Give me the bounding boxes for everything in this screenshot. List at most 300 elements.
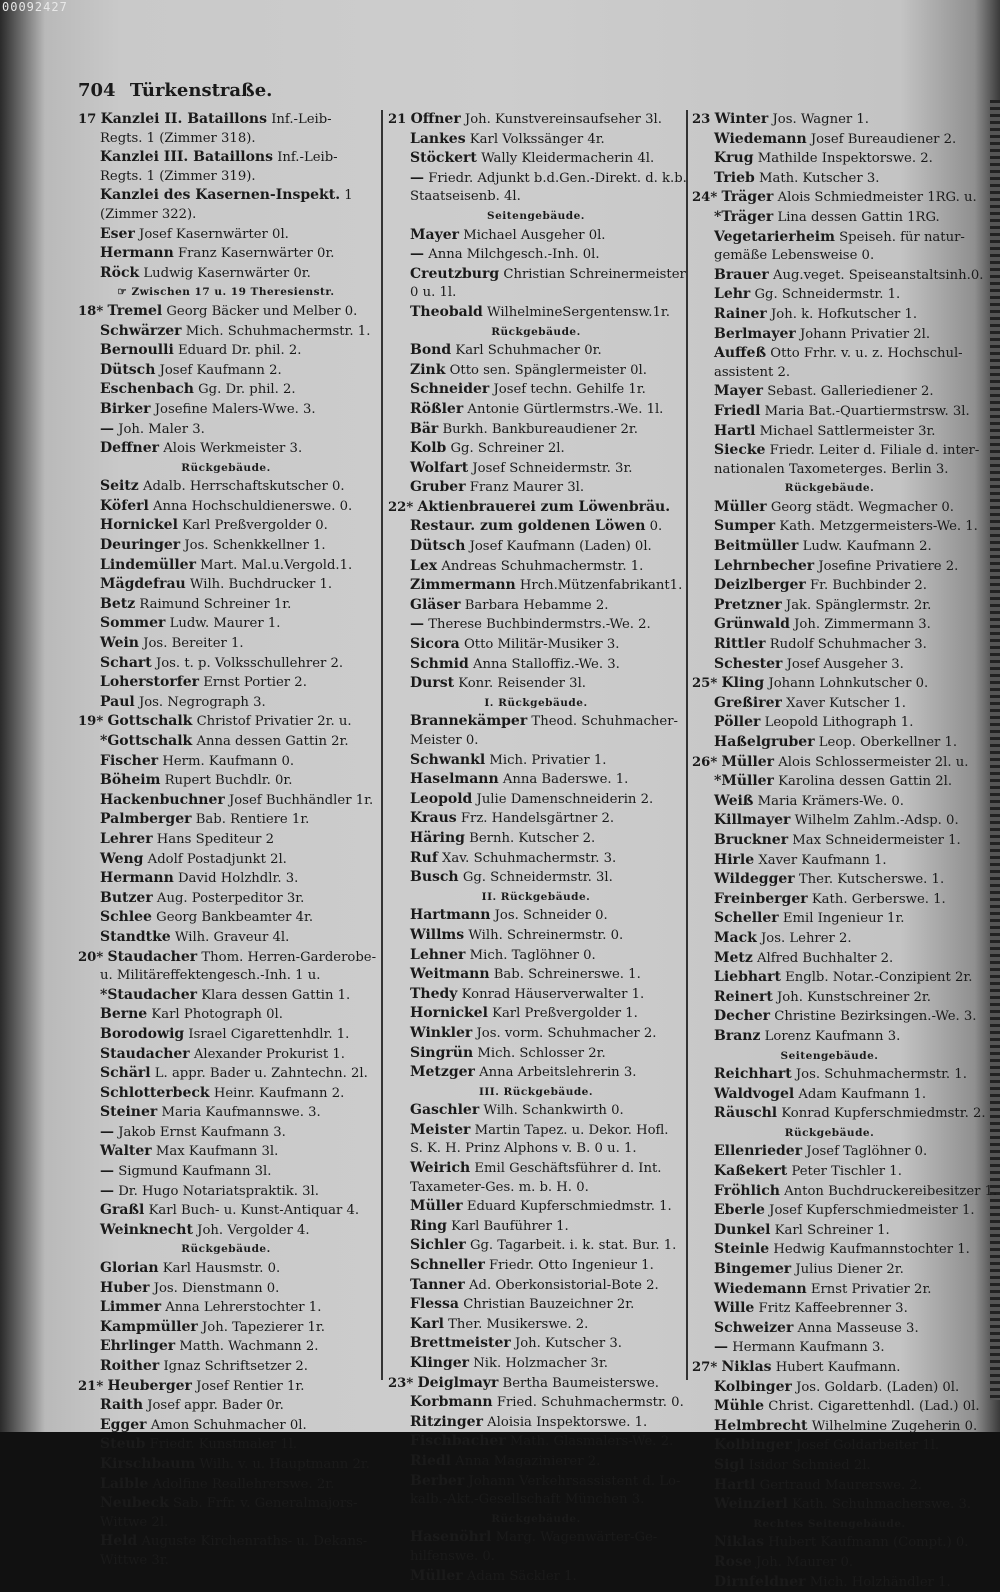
house-number: 22* — [388, 499, 414, 515]
directory-entry — [388, 517, 684, 537]
entry-details: Kath. Schuhmacherswe. 3. — [792, 1497, 972, 1513]
directory-entry — [388, 809, 684, 829]
house-number: 27* — [692, 1360, 718, 1375]
entry-details: Marg. Wagenwärter-Ge- — [495, 1530, 658, 1546]
directory-entry — [78, 712, 374, 732]
entry-details: Kath. Gerberswe. 1. — [811, 891, 946, 907]
entry-details: Ignaz Schriftsetzer 2. — [163, 1359, 308, 1374]
entry-details: Martin Tapez. u. Dekor. Hofl. — [474, 1122, 669, 1138]
entry-name: Metzger — [410, 1064, 475, 1081]
entry-name: Branz — [714, 1027, 761, 1044]
entry-name: Hirle — [714, 851, 755, 868]
directory-entry — [78, 148, 374, 168]
directory-entry — [78, 110, 374, 130]
entry-name: Korbmann — [410, 1394, 493, 1411]
entry-name: Huber — [100, 1279, 150, 1296]
entry-details: Alois Werkmeister 3. — [163, 441, 303, 457]
entry-details: Josef Buchhändler 1r. — [228, 792, 374, 808]
entry-details: Wilh. Schankwirth 0. — [483, 1103, 624, 1119]
entry-details: Hubert Kaufmann (Compt.) 0. — [768, 1535, 969, 1551]
directory-entry — [78, 1123, 374, 1143]
section-heading: Rückgebäude. — [181, 1243, 271, 1256]
directory-entry — [78, 400, 374, 420]
entry-name: Berlmayer — [714, 325, 796, 342]
house-number: 25* — [692, 676, 718, 692]
entry-name: Steiner — [100, 1104, 158, 1121]
entry-details: Ther. Musikerswe. 2. — [448, 1316, 589, 1332]
directory-entry — [692, 909, 967, 929]
entry-details: Frz. Handelsgärtner 2. — [460, 811, 615, 827]
house-number: 17 — [78, 112, 97, 127]
directory-entry — [692, 655, 967, 675]
directory-entry — [388, 985, 684, 1005]
entry-details: Adam Kaufmann 1. — [798, 1086, 927, 1102]
entry-name: Rainer — [714, 305, 767, 322]
entry-name: — — [100, 1123, 114, 1140]
entry-name: Sigl — [714, 1456, 745, 1473]
entry-details: Hubert Kaufmann. — [775, 1360, 901, 1375]
directory-entry — [78, 1259, 374, 1279]
directory-entry — [78, 380, 374, 400]
entry-details: Josefine Privatiere 2. — [818, 558, 959, 574]
entry-name: Lehrnbecher — [714, 557, 815, 574]
section-heading: Rückgebäude. — [784, 1126, 875, 1139]
directory-entry — [692, 169, 967, 189]
entry-name: Singrün — [410, 1044, 474, 1061]
directory-entry — [78, 830, 374, 850]
entry-continuation: assistent 2. — [714, 364, 791, 380]
directory-entry — [78, 928, 374, 948]
directory-entry — [388, 1452, 684, 1472]
entry-details: Sebast. Galleriediener 2. — [767, 384, 934, 400]
entry-details: Emil Ingenieur 1r. — [782, 911, 905, 927]
directory-entry — [78, 322, 374, 342]
entry-name: Hartl — [714, 1476, 756, 1493]
directory-entry — [692, 674, 967, 694]
entry-details: Nik. Holzmacher 3r. — [473, 1356, 608, 1371]
entry-name: Auffeß — [714, 345, 767, 362]
entry-name: Kirschbaum — [100, 1455, 196, 1472]
directory-entry — [78, 1162, 374, 1182]
directory-entry — [388, 712, 684, 732]
entry-name: Hackenbuchner — [100, 791, 225, 808]
directory-entry — [692, 422, 967, 442]
entry-details: Karl Photograph 0l. — [151, 1007, 283, 1023]
book-edge — [990, 100, 1000, 1400]
entry-details: Adalb. Herrschaftskutscher 0. — [142, 479, 345, 495]
directory-entry — [388, 674, 684, 694]
directory-entry — [388, 245, 684, 265]
entry-name: Freinberger — [714, 890, 808, 907]
entry-details: Aug. Posterpeditor 3r. — [156, 890, 305, 906]
entry-name: — — [100, 1163, 114, 1180]
directory-entry — [692, 1162, 967, 1182]
entry-details: Joh. Tapezierer 1r. — [201, 1319, 325, 1335]
entry-details: Anna Stalloffiz.-We. 3. — [472, 656, 620, 672]
entry-details: Julie Damenschneiderin 2. — [476, 791, 654, 807]
entry-details: Mich. Holzhändler 1. — [809, 1574, 951, 1590]
directory-entry — [388, 420, 684, 440]
directory-entry — [388, 1159, 684, 1179]
directory-entry — [78, 732, 374, 752]
entry-details: Andreas Schuhmachermstr. 1. — [441, 558, 644, 574]
entry-name: Fröhlich — [714, 1182, 780, 1199]
directory-entry — [692, 1378, 967, 1398]
entry-details: Gg. Schneidermstr. 1. — [754, 287, 901, 303]
entry-name: Winkler — [410, 1024, 473, 1041]
entry-details: Anna Milchgesch.-Inh. 0l. — [428, 247, 600, 263]
directory-entry — [692, 382, 967, 402]
directory-entry — [78, 1142, 374, 1162]
entry-name: Trieb — [714, 169, 755, 186]
entry-details: Gg. Schreiner 2l. — [450, 441, 565, 457]
entry-name: Klinger — [410, 1355, 470, 1371]
entry-details: Joh. Maler 3. — [118, 421, 205, 437]
entry-name: Sumper — [714, 518, 776, 535]
entry-name: — — [714, 1339, 728, 1356]
directory-entry — [388, 1024, 684, 1044]
entry-name: *Staudacher — [100, 986, 197, 1003]
section-heading: Rückgebäude. — [784, 482, 875, 495]
entry-name: Weitmann — [410, 966, 490, 983]
entry-continuation: Wittwe 3r. — [100, 1552, 169, 1568]
entry-name: Borodowig — [100, 1025, 185, 1042]
directory-entry — [692, 1027, 967, 1047]
entry-name: Creutzburg — [410, 265, 500, 282]
entry-name: Häring — [410, 829, 465, 846]
entry-details: Anna Hochschuldienerswe. 0. — [153, 498, 353, 514]
directory-entry — [388, 946, 684, 966]
entry-details: Friedr. Otto Ingenieur 1. — [489, 1258, 654, 1274]
entry-name: Liebhart — [714, 969, 781, 986]
entry-name: Grünwald — [714, 616, 790, 633]
house-number: 19* — [78, 714, 104, 730]
entry-name: Haselmann — [410, 771, 499, 788]
entry-name: Bingemer — [714, 1261, 792, 1278]
entry-name: Hasenöhrl — [410, 1529, 492, 1546]
entry-name: Vegetarierheim — [714, 228, 835, 245]
entry-name: Limmer — [100, 1299, 162, 1316]
entry-name: Metz — [714, 949, 753, 966]
entry-details: Maria Krämers-We. 0. — [757, 793, 904, 809]
directory-entry — [692, 1201, 975, 1221]
directory-entry — [388, 400, 684, 420]
entry-name: Betz — [100, 595, 136, 612]
directory-entry — [388, 265, 684, 285]
entry-details: Kath. Metzgermeisters-We. 1. — [779, 519, 978, 535]
entry-name: Hermann — [100, 245, 174, 262]
entry-details: Inf.-Leib- — [277, 150, 338, 166]
house-number: 23* — [388, 1375, 414, 1391]
directory-entry — [692, 1142, 967, 1162]
entry-details: Josef Kaufmann (Laden) 0l. — [469, 539, 652, 555]
entry-details: Ernst Privatier 2r. — [810, 1281, 932, 1297]
entry-details: Mich. Taglöhner 0. — [469, 947, 596, 963]
directory-entry — [388, 1236, 684, 1256]
entry-name: Laible — [100, 1475, 149, 1492]
entry-name: Kling — [721, 675, 765, 692]
entry-details: Math. Glasmalers-We. 2. — [509, 1434, 674, 1450]
directory-entry — [78, 556, 374, 576]
directory-entry — [388, 1044, 684, 1064]
directory-entry — [78, 516, 374, 536]
entry-details: Joh. Vergolder 4. — [197, 1222, 310, 1238]
entry-name: Mühle — [714, 1398, 765, 1415]
directory-entry — [78, 439, 374, 459]
directory-entry — [388, 829, 684, 849]
directory-entry — [692, 149, 967, 169]
entry-details: Otto sen. Spänglermeister 0l. — [449, 362, 647, 378]
directory-entry — [78, 186, 374, 206]
entry-name: Busch — [410, 869, 459, 886]
directory-entry — [388, 1063, 684, 1083]
entry-name: Roither — [100, 1358, 160, 1374]
entry-details: Friedr. Kunstmaler 1l. — [149, 1437, 298, 1453]
entry-details: Eduard Kupferschmiedmstr. 1. — [466, 1199, 672, 1215]
section-heading: I. Rückgebäude. — [484, 696, 588, 709]
directory-entry — [692, 188, 977, 208]
entry-details: Joh. k. Hofkutscher 1. — [771, 306, 918, 322]
directory-entry — [78, 420, 374, 440]
directory-entry — [388, 635, 684, 655]
entry-details: Anna Baderswe. 1. — [502, 772, 629, 788]
entry-name: — — [410, 616, 424, 633]
directory-entry — [692, 733, 967, 753]
entry-name: Loherstorfer — [100, 674, 200, 691]
directory-entry — [388, 1197, 684, 1217]
entry-name: Stöckert — [410, 150, 477, 167]
entry-details: Mich. Privatier 1. — [489, 752, 607, 768]
entry-name: Kolb — [410, 440, 447, 457]
entry-details: Mich. Schlosser 2r. — [477, 1045, 606, 1061]
entry-name: Ruf — [410, 849, 438, 866]
entry-name: Wiedemann — [714, 130, 807, 147]
entry-name: Rößler — [410, 400, 464, 417]
directory-entry — [388, 478, 684, 498]
entry-name: Müller — [721, 753, 775, 770]
directory-entry — [388, 1528, 684, 1548]
directory-entry — [78, 810, 374, 830]
entry-details: Michael Ausgeher 0l. — [463, 227, 606, 243]
entry-name: Scheller — [714, 910, 779, 927]
directory-entry — [692, 1573, 967, 1592]
entry-details: Gg. Dr. phil. 2. — [198, 382, 296, 398]
entry-name: Dunkel — [714, 1221, 771, 1238]
directory-entry — [692, 110, 967, 130]
entry-details: Alfred Buchhalter 2. — [757, 950, 894, 966]
directory-entry — [78, 341, 374, 361]
directory-entry — [78, 986, 374, 1006]
entry-name: Kanzlei III. Bataillons — [100, 149, 273, 166]
entry-details: David Holzhdlr. 3. — [177, 871, 299, 887]
directory-entry — [78, 1005, 374, 1025]
entry-continuation: 0 u. 1l. — [410, 285, 457, 301]
directory-entry — [388, 498, 684, 518]
directory-entry — [78, 1377, 374, 1397]
directory-entry — [692, 1476, 967, 1496]
directory-entry — [78, 791, 374, 811]
house-number: 21 — [388, 112, 407, 127]
directory-entry — [78, 264, 374, 284]
entry-details: Jos. Wagner 1. — [772, 112, 869, 127]
entry-name: Schneller — [410, 1257, 485, 1274]
entry-name: Berne — [100, 1006, 148, 1023]
entry-details: Konrad Kupferschmiedmstr. 2. — [781, 1106, 986, 1122]
entry-name: Decher — [714, 1008, 771, 1025]
entry-name: *Gottschalk — [100, 733, 193, 749]
entry-name: Egger — [100, 1416, 147, 1433]
directory-entry — [78, 1298, 374, 1318]
directory-entry — [388, 169, 687, 189]
directory-entry — [692, 1280, 967, 1300]
entry-name: Schart — [100, 654, 152, 671]
directory-entry — [692, 228, 967, 248]
entry-name: Kanzlei II. Bataillons — [100, 111, 267, 127]
directory-entry — [388, 1374, 684, 1394]
entry-name: Butzer — [100, 889, 153, 906]
entry-details: Herm. Kaufmann 0. — [162, 753, 295, 769]
entry-details: Barbara Hebamme 2. — [464, 597, 609, 613]
entry-details: Joh. Zimmermann 3. — [794, 617, 931, 633]
entry-name: Weiß — [714, 792, 754, 809]
entry-name: Schärl — [100, 1065, 151, 1082]
entry-details: 1 — [344, 188, 353, 204]
entry-name: Meister — [410, 1121, 471, 1138]
directory-entry — [692, 285, 967, 305]
directory-entry — [388, 1121, 684, 1141]
entry-details: Franz Maurer 3l. — [469, 480, 585, 496]
entry-name: Deffner — [100, 440, 160, 457]
entry-details: Anna Magazinierer 2. — [455, 1453, 601, 1469]
directory-entry — [388, 149, 684, 169]
directory-entry — [78, 225, 374, 245]
directory-entry — [692, 753, 967, 773]
entry-details: Gg. Tagarbeit. i. k. stat. Bur. 1. — [469, 1238, 677, 1254]
directory-entry — [388, 1432, 684, 1452]
entry-details: Fritz Kaffeebrenner 3. — [758, 1301, 908, 1317]
entry-details: Theod. Schuhmacher- — [531, 714, 678, 730]
entry-details: Peter Tischler 1. — [791, 1164, 902, 1180]
entry-name: Sommer — [100, 615, 166, 632]
entry-details: Christof Privatier 2r. u. — [196, 714, 352, 730]
entry-name: Gottschalk — [107, 713, 193, 730]
entry-details: Ludwig Kasernwärter 0r. — [143, 265, 311, 281]
entry-name: Winter — [714, 111, 769, 127]
directory-entry — [78, 477, 374, 497]
entry-name: Kanzlei des Kasernen-Inspekt. — [100, 187, 341, 204]
directory-entry — [388, 1413, 684, 1433]
entry-name: Krug — [714, 150, 754, 167]
directory-entry — [692, 890, 967, 910]
directory-entry — [78, 1279, 374, 1299]
directory-entry — [388, 459, 684, 479]
entry-name: Tanner — [410, 1276, 465, 1293]
directory-entry — [78, 595, 374, 615]
entry-continuation: S. K. H. Prinz Alphons v. B. 0 u. 1. — [410, 1141, 637, 1157]
entry-name: Schester — [714, 655, 783, 672]
directory-entry — [388, 1276, 684, 1296]
entry-details: Rudolf Schuhmacher 3. — [769, 637, 927, 653]
directory-entry — [78, 614, 374, 634]
street-heading: Türkenstraße. — [129, 80, 273, 101]
entry-details: Friedr. Adjunkt b.d.Gen.-Direkt. d. k.b. — [428, 170, 687, 186]
entry-details: Raimund Schreiner 1r. — [139, 596, 292, 612]
entry-details: Isidor Schmied 2l. — [748, 1457, 871, 1473]
entry-name: Reichhart — [714, 1066, 792, 1083]
directory-entry — [78, 302, 374, 322]
directory-entry — [78, 1045, 374, 1065]
entry-name: Bär — [410, 420, 439, 437]
entry-name: Dütsch — [410, 538, 466, 555]
directory-entry — [692, 851, 967, 871]
entry-details: Georg Bankbeamter 4r. — [156, 910, 314, 926]
directory-entry — [692, 1007, 977, 1027]
entry-name: Eser — [100, 225, 135, 242]
entry-name: Pretzner — [714, 596, 782, 613]
entry-name: Köferl — [100, 497, 149, 514]
entry-details: Bertha Baumeisterswe. — [502, 1375, 659, 1391]
entry-name: Thedy — [410, 985, 458, 1002]
directory-entry — [692, 870, 967, 890]
directory-entry — [388, 361, 684, 381]
directory-entry — [692, 772, 967, 792]
entry-details: Thom. Herren-Garderobe- — [201, 949, 377, 965]
entry-details: Johann Verkehrsassistent d. Lo- — [468, 1473, 681, 1489]
entry-name: Fischbacher — [410, 1433, 506, 1450]
directory-entry — [78, 1201, 374, 1221]
house-number: 24* — [692, 190, 718, 206]
entry-name: Hermann — [100, 870, 174, 887]
entry-details: Wilh. Schreinermstr. 0. — [468, 927, 624, 943]
entry-details: Amon Schuhmacher 0l. — [150, 1417, 307, 1433]
entry-details: Fried. Schuhmachermstr. 0. — [496, 1395, 684, 1411]
directory-entry — [388, 1393, 684, 1413]
house-number: 18* — [78, 303, 104, 319]
entry-details: Jos. Goldarb. (Laden) 0l. — [796, 1379, 960, 1395]
entry-details: Inf.-Leib- — [271, 112, 332, 127]
entry-name: Flessa — [410, 1296, 459, 1313]
entry-details: Christ. Cigarettenhdl. (Lad.) 0l. — [768, 1399, 980, 1415]
entry-details: Englb. Notar.-Conzipient 2r. — [785, 970, 973, 986]
entry-name: — — [100, 420, 114, 437]
directory-entry — [78, 869, 374, 889]
entry-name: Mayer — [410, 226, 459, 243]
directory-entry — [692, 402, 970, 422]
directory-entry — [78, 1337, 374, 1357]
entry-details: Leopold Lithograph 1. — [764, 715, 914, 731]
directory-entry — [78, 771, 374, 791]
entry-details: Karl Volkssänger 4r. — [469, 131, 605, 147]
entry-details: Aug.veget. Speiseanstaltsinh.0. — [772, 267, 984, 283]
entry-details: Josef Kasernwärter 0l. — [139, 226, 289, 242]
entry-details: Xav. Schuhmachermstr. 3. — [442, 850, 617, 866]
section-heading: II. Rückgebäude. — [481, 890, 591, 903]
entry-continuation: Regts. 1 (Zimmer 319). — [100, 168, 256, 184]
entry-details: Israel Cigarettenhdlr. 1. — [188, 1026, 350, 1042]
directory-entry — [692, 557, 967, 577]
entry-continuation: Meister 0. — [410, 733, 479, 748]
directory-entry — [692, 576, 967, 596]
entry-details: Ludw. Kaufmann 2. — [802, 539, 932, 555]
entry-name: Dirnfeldner — [714, 1573, 806, 1590]
entry-name: Staudacher — [100, 1045, 190, 1062]
directory-entry — [692, 130, 967, 150]
entry-continuation: Staatseisenb. 4l. — [410, 189, 521, 205]
entry-details: Hermann Kaufmann 3. — [732, 1340, 885, 1356]
entry-details: Leop. Oberkellner 1. — [818, 735, 958, 750]
entry-details: Rupert Buchdlr. 0r. — [164, 773, 293, 789]
entry-details: Hedwig Kaufmannstochter 1. — [773, 1242, 970, 1258]
